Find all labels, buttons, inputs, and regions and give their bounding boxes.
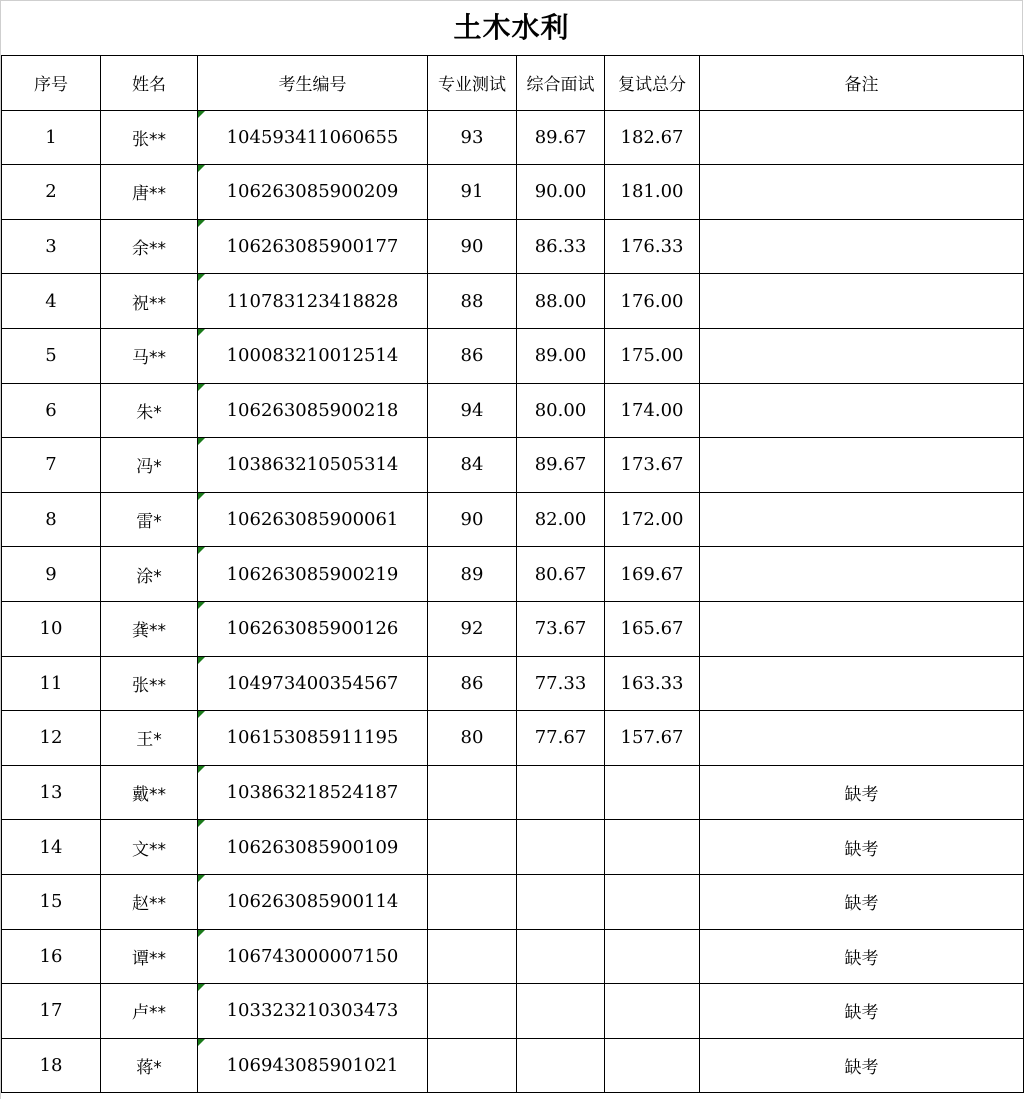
cell-name[interactable]: 戴** — [101, 765, 198, 820]
sheet-title: 土木水利 — [1, 1, 1023, 55]
cell-exam-id[interactable] — [198, 274, 428, 329]
text-number-indicator-icon — [198, 493, 205, 500]
cell-interview[interactable]: 90.00 — [517, 165, 605, 220]
cell-interview[interactable]: 86.33 — [517, 219, 605, 274]
cell-remark[interactable] — [700, 383, 1024, 438]
cell-exam-id[interactable] — [198, 219, 428, 274]
table-row — [2, 328, 1024, 383]
cell-interview[interactable]: 77.67 — [517, 711, 605, 766]
cell-remark[interactable] — [700, 492, 1024, 547]
cell-total[interactable]: 181.00 — [605, 165, 700, 220]
cell-remark[interactable] — [700, 438, 1024, 493]
cell-exam-id[interactable] — [198, 438, 428, 493]
cell-total[interactable]: 163.33 — [605, 656, 700, 711]
cell-total[interactable]: 175.00 — [605, 328, 700, 383]
cell-major-test[interactable] — [428, 820, 517, 875]
cell-name[interactable]: 张** — [101, 656, 198, 711]
exam-id-text: 106263085900177 — [226, 236, 399, 258]
cell-name[interactable]: 张** — [101, 110, 198, 165]
cell-interview[interactable] — [517, 765, 605, 820]
cell-exam-id[interactable] — [198, 656, 428, 711]
table-row — [2, 165, 1024, 220]
cell-total[interactable]: 172.00 — [605, 492, 700, 547]
cell-total[interactable] — [605, 1038, 700, 1093]
exam-id-text: 106263085900109 — [226, 836, 399, 858]
cell-total[interactable]: 176.33 — [605, 219, 700, 274]
exam-id-text: 106263085900218 — [226, 399, 399, 421]
text-number-indicator-icon — [198, 1039, 205, 1046]
cell-exam-id[interactable] — [198, 765, 428, 820]
results-table — [1, 55, 1024, 1093]
cell-total[interactable]: 182.67 — [605, 110, 700, 165]
cell-interview[interactable] — [517, 929, 605, 984]
cell-remark[interactable]: 缺考 — [700, 1038, 1024, 1093]
cell-exam-id[interactable] — [198, 547, 428, 602]
cell-name[interactable]: 唐** — [101, 165, 198, 220]
cell-total[interactable]: 176.00 — [605, 274, 700, 329]
cell-seq[interactable]: 4 — [2, 274, 101, 329]
header-major-test[interactable]: 专业测试 — [428, 56, 517, 111]
cell-seq[interactable]: 8 — [2, 492, 101, 547]
cell-seq[interactable]: 16 — [2, 929, 101, 984]
cell-interview[interactable]: 82.00 — [517, 492, 605, 547]
cell-seq[interactable]: 10 — [2, 601, 101, 656]
exam-id-text: 103323210303473 — [226, 1000, 399, 1022]
cell-major-test[interactable]: 86 — [428, 328, 517, 383]
cell-major-test[interactable] — [428, 929, 517, 984]
cell-seq[interactable]: 5 — [2, 328, 101, 383]
cell-interview[interactable] — [517, 984, 605, 1039]
table-row — [2, 438, 1024, 493]
cell-total[interactable] — [605, 765, 700, 820]
cell-seq[interactable]: 6 — [2, 383, 101, 438]
cell-seq[interactable]: 12 — [2, 711, 101, 766]
cell-total[interactable]: 169.67 — [605, 547, 700, 602]
table-row — [2, 874, 1024, 929]
text-number-indicator-icon — [198, 875, 205, 882]
cell-major-test[interactable]: 90 — [428, 492, 517, 547]
text-number-indicator-icon — [198, 820, 205, 827]
cell-exam-id[interactable] — [198, 165, 428, 220]
text-number-indicator-icon — [198, 930, 205, 937]
exam-id-text: 110783123418828 — [226, 290, 399, 312]
cell-exam-id[interactable] — [198, 492, 428, 547]
cell-major-test[interactable] — [428, 984, 517, 1039]
cell-name[interactable]: 赵** — [101, 874, 198, 929]
header-exam-id[interactable]: 考生编号 — [198, 56, 428, 111]
cell-seq[interactable]: 14 — [2, 820, 101, 875]
table-body — [2, 110, 1024, 1093]
table-row — [2, 656, 1024, 711]
cell-name[interactable]: 卢** — [101, 984, 198, 1039]
text-number-indicator-icon — [198, 384, 205, 391]
text-number-indicator-icon — [198, 274, 205, 281]
text-number-indicator-icon — [198, 711, 205, 718]
exam-id-text: 103863210505314 — [226, 454, 399, 476]
text-number-indicator-icon — [198, 165, 205, 172]
exam-id-text: 104973400354567 — [226, 672, 399, 694]
cell-remark[interactable] — [700, 656, 1024, 711]
cell-remark[interactable] — [700, 110, 1024, 165]
text-number-indicator-icon — [198, 111, 205, 118]
cell-interview[interactable]: 88.00 — [517, 274, 605, 329]
table-row — [2, 1038, 1024, 1093]
cell-major-test[interactable] — [428, 765, 517, 820]
cell-interview[interactable]: 77.33 — [517, 656, 605, 711]
cell-exam-id[interactable] — [198, 874, 428, 929]
header-name[interactable]: 姓名 — [101, 56, 198, 111]
table-row — [2, 219, 1024, 274]
cell-name[interactable]: 朱* — [101, 383, 198, 438]
text-number-indicator-icon — [198, 766, 205, 773]
cell-exam-id[interactable] — [198, 1038, 428, 1093]
cell-interview[interactable] — [517, 1038, 605, 1093]
cell-name[interactable]: 雷* — [101, 492, 198, 547]
cell-exam-id[interactable] — [198, 601, 428, 656]
cell-seq[interactable]: 1 — [2, 110, 101, 165]
cell-name[interactable]: 文** — [101, 820, 198, 875]
cell-exam-id[interactable] — [198, 820, 428, 875]
cell-remark[interactable]: 缺考 — [700, 765, 1024, 820]
cell-exam-id[interactable] — [198, 110, 428, 165]
cell-total[interactable]: 157.67 — [605, 711, 700, 766]
text-number-indicator-icon — [198, 657, 205, 664]
cell-total[interactable]: 165.67 — [605, 601, 700, 656]
cell-name[interactable]: 马** — [101, 328, 198, 383]
cell-remark[interactable]: 缺考 — [700, 984, 1024, 1039]
cell-exam-id[interactable] — [198, 328, 428, 383]
cell-major-test[interactable]: 84 — [428, 438, 517, 493]
table-row — [2, 547, 1024, 602]
cell-seq[interactable]: 3 — [2, 219, 101, 274]
cell-interview[interactable]: 89.00 — [517, 328, 605, 383]
cell-seq[interactable]: 9 — [2, 547, 101, 602]
cell-interview[interactable]: 89.67 — [517, 110, 605, 165]
cell-major-test[interactable]: 91 — [428, 165, 517, 220]
cell-remark[interactable] — [700, 601, 1024, 656]
cell-name[interactable]: 蒋* — [101, 1038, 198, 1093]
cell-name[interactable]: 余** — [101, 219, 198, 274]
table-row — [2, 383, 1024, 438]
cell-total[interactable]: 174.00 — [605, 383, 700, 438]
cell-major-test[interactable]: 80 — [428, 711, 517, 766]
cell-seq[interactable]: 18 — [2, 1038, 101, 1093]
cell-remark[interactable] — [700, 547, 1024, 602]
cell-exam-id[interactable] — [198, 711, 428, 766]
cell-interview[interactable]: 89.67 — [517, 438, 605, 493]
text-number-indicator-icon — [198, 602, 205, 609]
cell-interview[interactable]: 80.67 — [517, 547, 605, 602]
cell-remark[interactable]: 缺考 — [700, 820, 1024, 875]
table-row — [2, 492, 1024, 547]
table-row — [2, 110, 1024, 165]
cell-major-test[interactable]: 93 — [428, 110, 517, 165]
exam-id-text: 106743000007150 — [226, 945, 399, 967]
cell-major-test[interactable]: 94 — [428, 383, 517, 438]
cell-total[interactable] — [605, 929, 700, 984]
exam-id-text: 100083210012514 — [226, 345, 399, 367]
cell-name[interactable]: 谭** — [101, 929, 198, 984]
cell-total[interactable] — [605, 874, 700, 929]
cell-interview[interactable] — [517, 874, 605, 929]
cell-seq[interactable]: 13 — [2, 765, 101, 820]
table-row — [2, 711, 1024, 766]
cell-exam-id[interactable] — [198, 929, 428, 984]
header-interview[interactable]: 综合面试 — [517, 56, 605, 111]
cell-remark[interactable] — [700, 711, 1024, 766]
header-row — [2, 56, 1024, 111]
exam-id-text: 106263085900219 — [226, 563, 399, 585]
cell-interview[interactable]: 73.67 — [517, 601, 605, 656]
cell-remark[interactable] — [700, 274, 1024, 329]
cell-exam-id[interactable] — [198, 984, 428, 1039]
exam-id-text: 106263085900209 — [226, 181, 399, 203]
cell-major-test[interactable] — [428, 874, 517, 929]
cell-remark[interactable] — [700, 328, 1024, 383]
cell-remark[interactable] — [700, 165, 1024, 220]
table-row — [2, 984, 1024, 1039]
exam-id-text: 103863218524187 — [226, 782, 399, 804]
cell-seq[interactable]: 17 — [2, 984, 101, 1039]
cell-total[interactable] — [605, 984, 700, 1039]
text-number-indicator-icon — [198, 547, 205, 554]
cell-seq[interactable]: 11 — [2, 656, 101, 711]
text-number-indicator-icon — [198, 984, 205, 991]
table-row — [2, 765, 1024, 820]
exam-id-text: 106263085900126 — [226, 618, 399, 640]
cell-major-test[interactable]: 92 — [428, 601, 517, 656]
cell-major-test[interactable]: 89 — [428, 547, 517, 602]
header-seq[interactable]: 序号 — [2, 56, 101, 111]
exam-id-text: 106153085911195 — [226, 727, 399, 749]
cell-major-test[interactable] — [428, 1038, 517, 1093]
cell-seq[interactable]: 7 — [2, 438, 101, 493]
cell-remark[interactable]: 缺考 — [700, 929, 1024, 984]
cell-name[interactable]: 祝** — [101, 274, 198, 329]
cell-seq[interactable]: 15 — [2, 874, 101, 929]
cell-major-test[interactable]: 88 — [428, 274, 517, 329]
cell-interview[interactable]: 80.00 — [517, 383, 605, 438]
table-row — [2, 274, 1024, 329]
cell-remark[interactable]: 缺考 — [700, 874, 1024, 929]
table-row — [2, 820, 1024, 875]
cell-interview[interactable] — [517, 820, 605, 875]
cell-name[interactable]: 冯* — [101, 438, 198, 493]
exam-id-text: 106263085900061 — [226, 509, 399, 531]
table-row — [2, 929, 1024, 984]
text-number-indicator-icon — [198, 438, 205, 445]
header-total[interactable]: 复试总分 — [605, 56, 700, 111]
cell-name[interactable]: 龚** — [101, 601, 198, 656]
cell-major-test[interactable]: 86 — [428, 656, 517, 711]
exam-id-text: 104593411060655 — [226, 126, 399, 148]
cell-name[interactable]: 涂* — [101, 547, 198, 602]
exam-id-text: 106943085901021 — [226, 1054, 399, 1076]
cell-seq[interactable]: 2 — [2, 165, 101, 220]
cell-exam-id[interactable] — [198, 383, 428, 438]
cell-name[interactable]: 王* — [101, 711, 198, 766]
cell-remark[interactable] — [700, 219, 1024, 274]
exam-id-text: 106263085900114 — [226, 891, 399, 913]
table-row — [2, 601, 1024, 656]
cell-major-test[interactable]: 90 — [428, 219, 517, 274]
text-number-indicator-icon — [198, 220, 205, 227]
header-remark[interactable]: 备注 — [700, 56, 1024, 111]
cell-total[interactable]: 173.67 — [605, 438, 700, 493]
text-number-indicator-icon — [198, 329, 205, 336]
cell-total[interactable] — [605, 820, 700, 875]
